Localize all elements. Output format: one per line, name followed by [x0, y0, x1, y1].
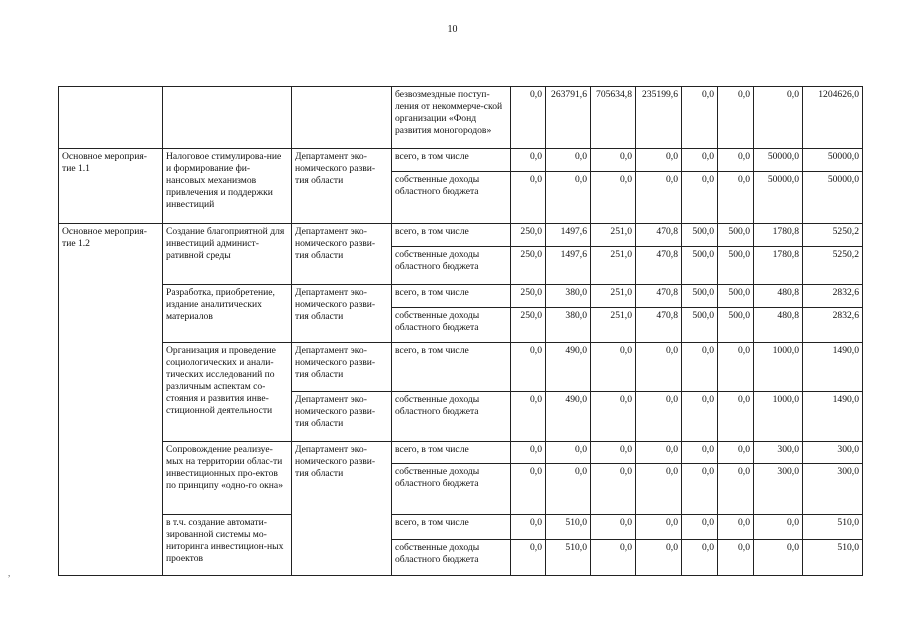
value-cell: 251,0	[591, 285, 636, 308]
executor-cell: Департамент эко-номического разви-тия области	[292, 442, 392, 576]
total-cell: 1490,0	[803, 343, 863, 392]
value-cell: 0,0	[591, 442, 636, 464]
executor-cell: Департамент эко-номического разви-тия области	[292, 224, 392, 285]
value-cell: 0,0	[546, 442, 591, 464]
value-cell: 263791,6	[546, 87, 591, 149]
value-cell: 0,0	[636, 515, 682, 540]
value-cell: 0,0	[511, 464, 546, 515]
value-cell: 500,0	[682, 285, 718, 308]
total-cell: 510,0	[803, 515, 863, 540]
value-cell: 510,0	[546, 540, 591, 576]
value-cell: 0,0	[511, 515, 546, 540]
description-cell: Создание благоприятной для инвестиций админист-ративной среды	[163, 224, 292, 285]
value-cell: 0,0	[591, 172, 636, 224]
value-cell: 0,0	[591, 540, 636, 576]
total-cell: 50000,0	[803, 149, 863, 172]
total-cell: 5250,2	[803, 247, 863, 285]
value-cell: 0,0	[754, 540, 803, 576]
funding-source-cell: всего, в том числе	[392, 224, 511, 247]
executor-cell: Департамент эко-номического разви-тия области	[292, 149, 392, 224]
value-cell: 300,0	[754, 442, 803, 464]
table-row	[59, 343, 863, 392]
value-cell: 0,0	[718, 149, 754, 172]
description-cell: Сопровождение реализуе-мых на территории облас-ти инвестиционных про-ектов по принципу «одно-го окна»	[163, 442, 292, 515]
value-cell: 0,0	[511, 442, 546, 464]
total-cell: 510,0	[803, 540, 863, 576]
value-cell: 0,0	[511, 87, 546, 149]
funding-source-cell: собственные доходы областного бюджета	[392, 247, 511, 285]
total-cell: 2832,6	[803, 285, 863, 308]
value-cell: 0,0	[546, 149, 591, 172]
value-cell: 0,0	[682, 442, 718, 464]
funding-source-cell: собственные доходы областного бюджета	[392, 464, 511, 515]
value-cell: 0,0	[636, 464, 682, 515]
value-cell: 0,0	[754, 515, 803, 540]
value-cell: 250,0	[511, 285, 546, 308]
margin-mark: ,	[8, 568, 11, 578]
value-cell: 251,0	[591, 308, 636, 343]
activity-cell: Основное мероприя-тие 1.1	[59, 149, 163, 224]
value-cell: 1000,0	[754, 343, 803, 392]
value-cell: 500,0	[682, 247, 718, 285]
value-cell: 0,0	[591, 392, 636, 442]
value-cell: 470,8	[636, 308, 682, 343]
value-cell: 1780,8	[754, 247, 803, 285]
description-cell: Организация и проведение социологических и анали-тических исследований по различным аспектам со-стояния и развития инве-стиционной деятельности	[163, 343, 292, 442]
table-row	[59, 442, 863, 464]
table-row	[59, 149, 863, 172]
executor-cell: Департамент эко-номического разви-тия области	[292, 343, 392, 392]
activity-cell: Основное мероприя-тие 1.2	[59, 224, 163, 576]
table-row	[59, 285, 863, 308]
value-cell: 0,0	[718, 392, 754, 442]
funding-source-cell: всего, в том числе	[392, 285, 511, 308]
funding-source-cell: собственные доходы областного бюджета	[392, 308, 511, 343]
funding-source-cell: собственные доходы областного бюджета	[392, 392, 511, 442]
value-cell: 0,0	[636, 392, 682, 442]
value-cell: 0,0	[682, 515, 718, 540]
value-cell: 50000,0	[754, 172, 803, 224]
value-cell: 470,8	[636, 247, 682, 285]
value-cell: 0,0	[636, 172, 682, 224]
funding-source-cell: всего, в том числе	[392, 149, 511, 172]
value-cell: 1000,0	[754, 392, 803, 442]
value-cell: 0,0	[511, 343, 546, 392]
funding-source-cell: собственные доходы областного бюджета	[392, 540, 511, 576]
funding-source-cell: всего, в том числе	[392, 343, 511, 392]
executor-cell: Департамент эко-номического разви-тия области	[292, 285, 392, 343]
value-cell: 0,0	[718, 442, 754, 464]
value-cell: 0,0	[754, 87, 803, 149]
value-cell: 0,0	[682, 392, 718, 442]
description-cell: Налоговое стимулирова-ние и формирование фи-нансовых механизмов привлечения и поддержки инвестиций	[163, 149, 292, 224]
value-cell: 0,0	[511, 172, 546, 224]
value-cell: 250,0	[511, 308, 546, 343]
total-cell: 2832,6	[803, 308, 863, 343]
funding-source-cell: безвозмездные поступ-ления от некоммерче-ской организации «Фонд развития моногородов»	[392, 87, 511, 149]
value-cell: 470,8	[636, 285, 682, 308]
value-cell: 0,0	[636, 149, 682, 172]
table-row	[59, 515, 863, 540]
value-cell: 500,0	[718, 285, 754, 308]
total-cell: 1204626,0	[803, 87, 863, 149]
total-cell: 300,0	[803, 442, 863, 464]
value-cell: 0,0	[546, 464, 591, 515]
value-cell: 50000,0	[754, 149, 803, 172]
value-cell: 480,8	[754, 308, 803, 343]
value-cell: 0,0	[682, 343, 718, 392]
value-cell: 500,0	[718, 308, 754, 343]
value-cell: 1780,8	[754, 224, 803, 247]
value-cell: 0,0	[511, 149, 546, 172]
value-cell: 0,0	[718, 515, 754, 540]
description-cell: в т.ч. создание автомати-зированной системы мо-ниторинга инвестицион-ных проектов	[163, 515, 292, 576]
value-cell: 510,0	[546, 515, 591, 540]
total-cell: 5250,2	[803, 224, 863, 247]
value-cell: 470,8	[636, 224, 682, 247]
funding-source-cell: всего, в том числе	[392, 442, 511, 464]
value-cell: 0,0	[682, 540, 718, 576]
page-number: 10	[447, 24, 458, 35]
value-cell: 490,0	[546, 343, 591, 392]
funding-source-cell: собственные доходы областного бюджета	[392, 172, 511, 224]
value-cell: 0,0	[718, 343, 754, 392]
value-cell: 250,0	[511, 224, 546, 247]
value-cell: 1497,6	[546, 224, 591, 247]
description-cell: Разработка, приобретение, издание аналитических материалов	[163, 285, 292, 343]
executor-cell: Департамент эко-номического разви-тия области	[292, 392, 392, 442]
table-row	[59, 87, 863, 149]
value-cell: 0,0	[718, 172, 754, 224]
value-cell: 380,0	[546, 285, 591, 308]
table-row	[59, 224, 863, 247]
value-cell: 705634,8	[591, 87, 636, 149]
value-cell: 0,0	[636, 343, 682, 392]
value-cell: 250,0	[511, 247, 546, 285]
value-cell: 0,0	[682, 87, 718, 149]
value-cell: 500,0	[718, 224, 754, 247]
value-cell: 1497,6	[546, 247, 591, 285]
value-cell: 0,0	[682, 149, 718, 172]
value-cell: 0,0	[636, 442, 682, 464]
value-cell: 0,0	[591, 515, 636, 540]
value-cell: 0,0	[718, 540, 754, 576]
value-cell: 251,0	[591, 224, 636, 247]
value-cell: 0,0	[682, 464, 718, 515]
executor-cell	[292, 87, 392, 149]
funding-source-cell: всего, в том числе	[392, 515, 511, 540]
value-cell: 500,0	[718, 247, 754, 285]
value-cell: 0,0	[546, 172, 591, 224]
value-cell: 380,0	[546, 308, 591, 343]
total-cell: 50000,0	[803, 172, 863, 224]
value-cell: 500,0	[682, 308, 718, 343]
value-cell: 0,0	[511, 540, 546, 576]
value-cell: 500,0	[682, 224, 718, 247]
activity-cell	[59, 87, 163, 149]
value-cell: 0,0	[718, 464, 754, 515]
value-cell: 0,0	[636, 540, 682, 576]
budget-table	[58, 86, 863, 576]
value-cell: 251,0	[591, 247, 636, 285]
total-cell: 300,0	[803, 464, 863, 515]
value-cell: 480,8	[754, 285, 803, 308]
value-cell: 0,0	[591, 464, 636, 515]
value-cell: 0,0	[591, 149, 636, 172]
value-cell: 490,0	[546, 392, 591, 442]
description-cell	[163, 87, 292, 149]
value-cell: 0,0	[591, 343, 636, 392]
value-cell: 300,0	[754, 464, 803, 515]
value-cell: 0,0	[718, 87, 754, 149]
value-cell: 0,0	[511, 392, 546, 442]
value-cell: 0,0	[682, 172, 718, 224]
total-cell: 1490,0	[803, 392, 863, 442]
value-cell: 235199,6	[636, 87, 682, 149]
